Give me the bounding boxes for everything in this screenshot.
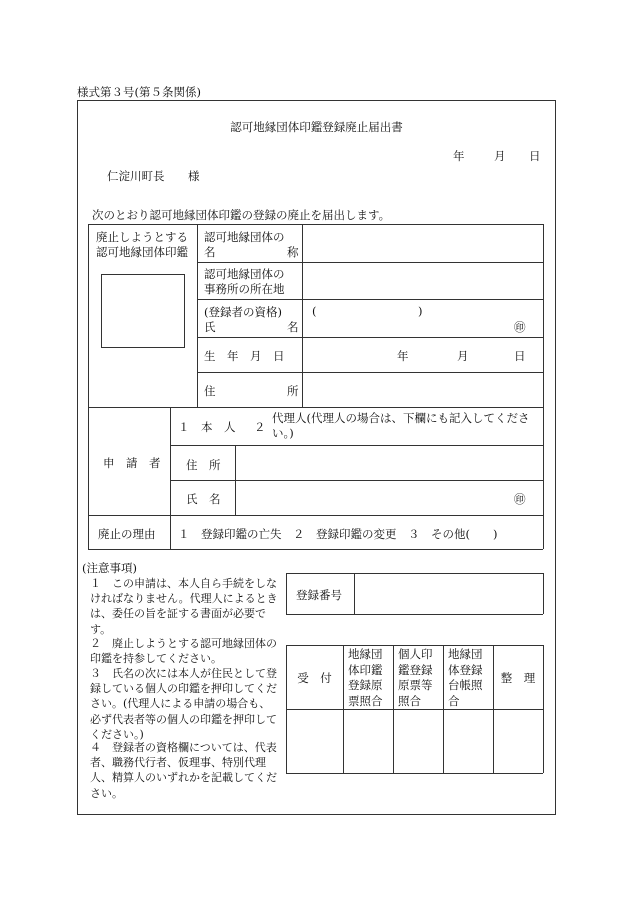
registration-number-label: 登録番号 [296, 588, 342, 602]
office-label-line2: 事務所の所在地 [204, 282, 285, 296]
reason-options: １ 登録印鑑の亡失 ２ 登録印鑑の変更 ３ その他( ) [178, 527, 498, 541]
date-year: 年 [453, 149, 465, 163]
office-seiri-label: 整 理 [500, 671, 536, 685]
agent-name-label: 氏 名 [186, 492, 221, 506]
office-col2-header: 地縁団 体印鑑 登録原 票照合 [348, 647, 383, 708]
note-4: ４ 登録者の資格欄については、代表者、職務代行者、仮理事、特別代理人、精算人のいずれかを記載してください。 [90, 741, 277, 800]
notes-heading: (注意事項) [82, 561, 137, 575]
birth-date-label: 生 年 月 日 [204, 349, 285, 363]
applicant-label: 申 請 者 [103, 456, 161, 470]
registrant-qualification-label: (登録者の資格) [204, 305, 282, 319]
agent-seal-mark: ㊞ [514, 492, 526, 506]
office-col3-header: 個人印 鑑登録 原票等 照合 [398, 647, 433, 708]
birth-day: 日 [514, 349, 526, 363]
applicant-option-agent-text: 代理人(代理人の場合は、下欄にも記入してください。) [272, 411, 530, 440]
qualification-paren-open: ( [312, 304, 317, 318]
birth-month: 月 [457, 349, 469, 363]
birth-year: 年 [397, 349, 409, 363]
applicant-option-self: １ 本 人 [178, 420, 236, 434]
office-label-line1: 認可地縁団体の [204, 267, 285, 281]
seal-label-line1: 廃止しようとする [96, 230, 188, 244]
group-name-label-line1: 認可地縁団体の [204, 230, 285, 244]
intro-text: 次のとおり認可地縁団体印鑑の登録の廃止を届出します。 [92, 208, 391, 222]
note-2: ２ 廃止しようとする認可地縁団体の印鑑を持参してください。 [90, 637, 277, 666]
date-month: 月 [494, 149, 506, 163]
group-name-label-b: 称 [287, 245, 299, 259]
reason-label: 廃止の理由 [98, 527, 156, 541]
office-uketsuke-label: 受 付 [297, 671, 332, 685]
agent-address-label: 住 所 [186, 458, 221, 472]
note-3: ３ 氏名の次には本人が住民として登録している個人の印鑑を押印してください。(代理人による申請の場合も、必ず代表者等の個人の印鑑を押印してください。) [90, 667, 277, 741]
group-name-label-a: 名 [204, 245, 216, 259]
address-label-b: 所 [287, 384, 299, 398]
addressee-name: 仁淀川町長 [107, 169, 165, 183]
address-label-a: 住 [204, 384, 216, 398]
registrant-name-label-b: 名 [287, 320, 299, 334]
seal-label-line2: 認可地縁団体印鑑 [96, 245, 188, 259]
seal-impression-box [101, 274, 185, 348]
applicant-option-agent-number: ２ [254, 420, 266, 434]
registrant-seal-mark: ㊞ [514, 320, 526, 334]
office-col4-header: 地縁団 体登録 台帳照 合 [448, 647, 483, 708]
qualification-paren-close: ) [418, 304, 423, 318]
registrant-name-label-a: 氏 [204, 320, 216, 334]
form-title: 認可地縁団体印鑑登録廃止届出書 [230, 120, 403, 134]
addressee-honorific: 様 [188, 169, 200, 183]
date-day: 日 [529, 149, 541, 163]
note-1: １ この申請は、本人自ら手続をしなければなりません。代理人によるときは、委任の旨を証する書面が必要です。 [90, 577, 278, 636]
form-number: 様式第３号(第５条関係) [77, 85, 201, 99]
